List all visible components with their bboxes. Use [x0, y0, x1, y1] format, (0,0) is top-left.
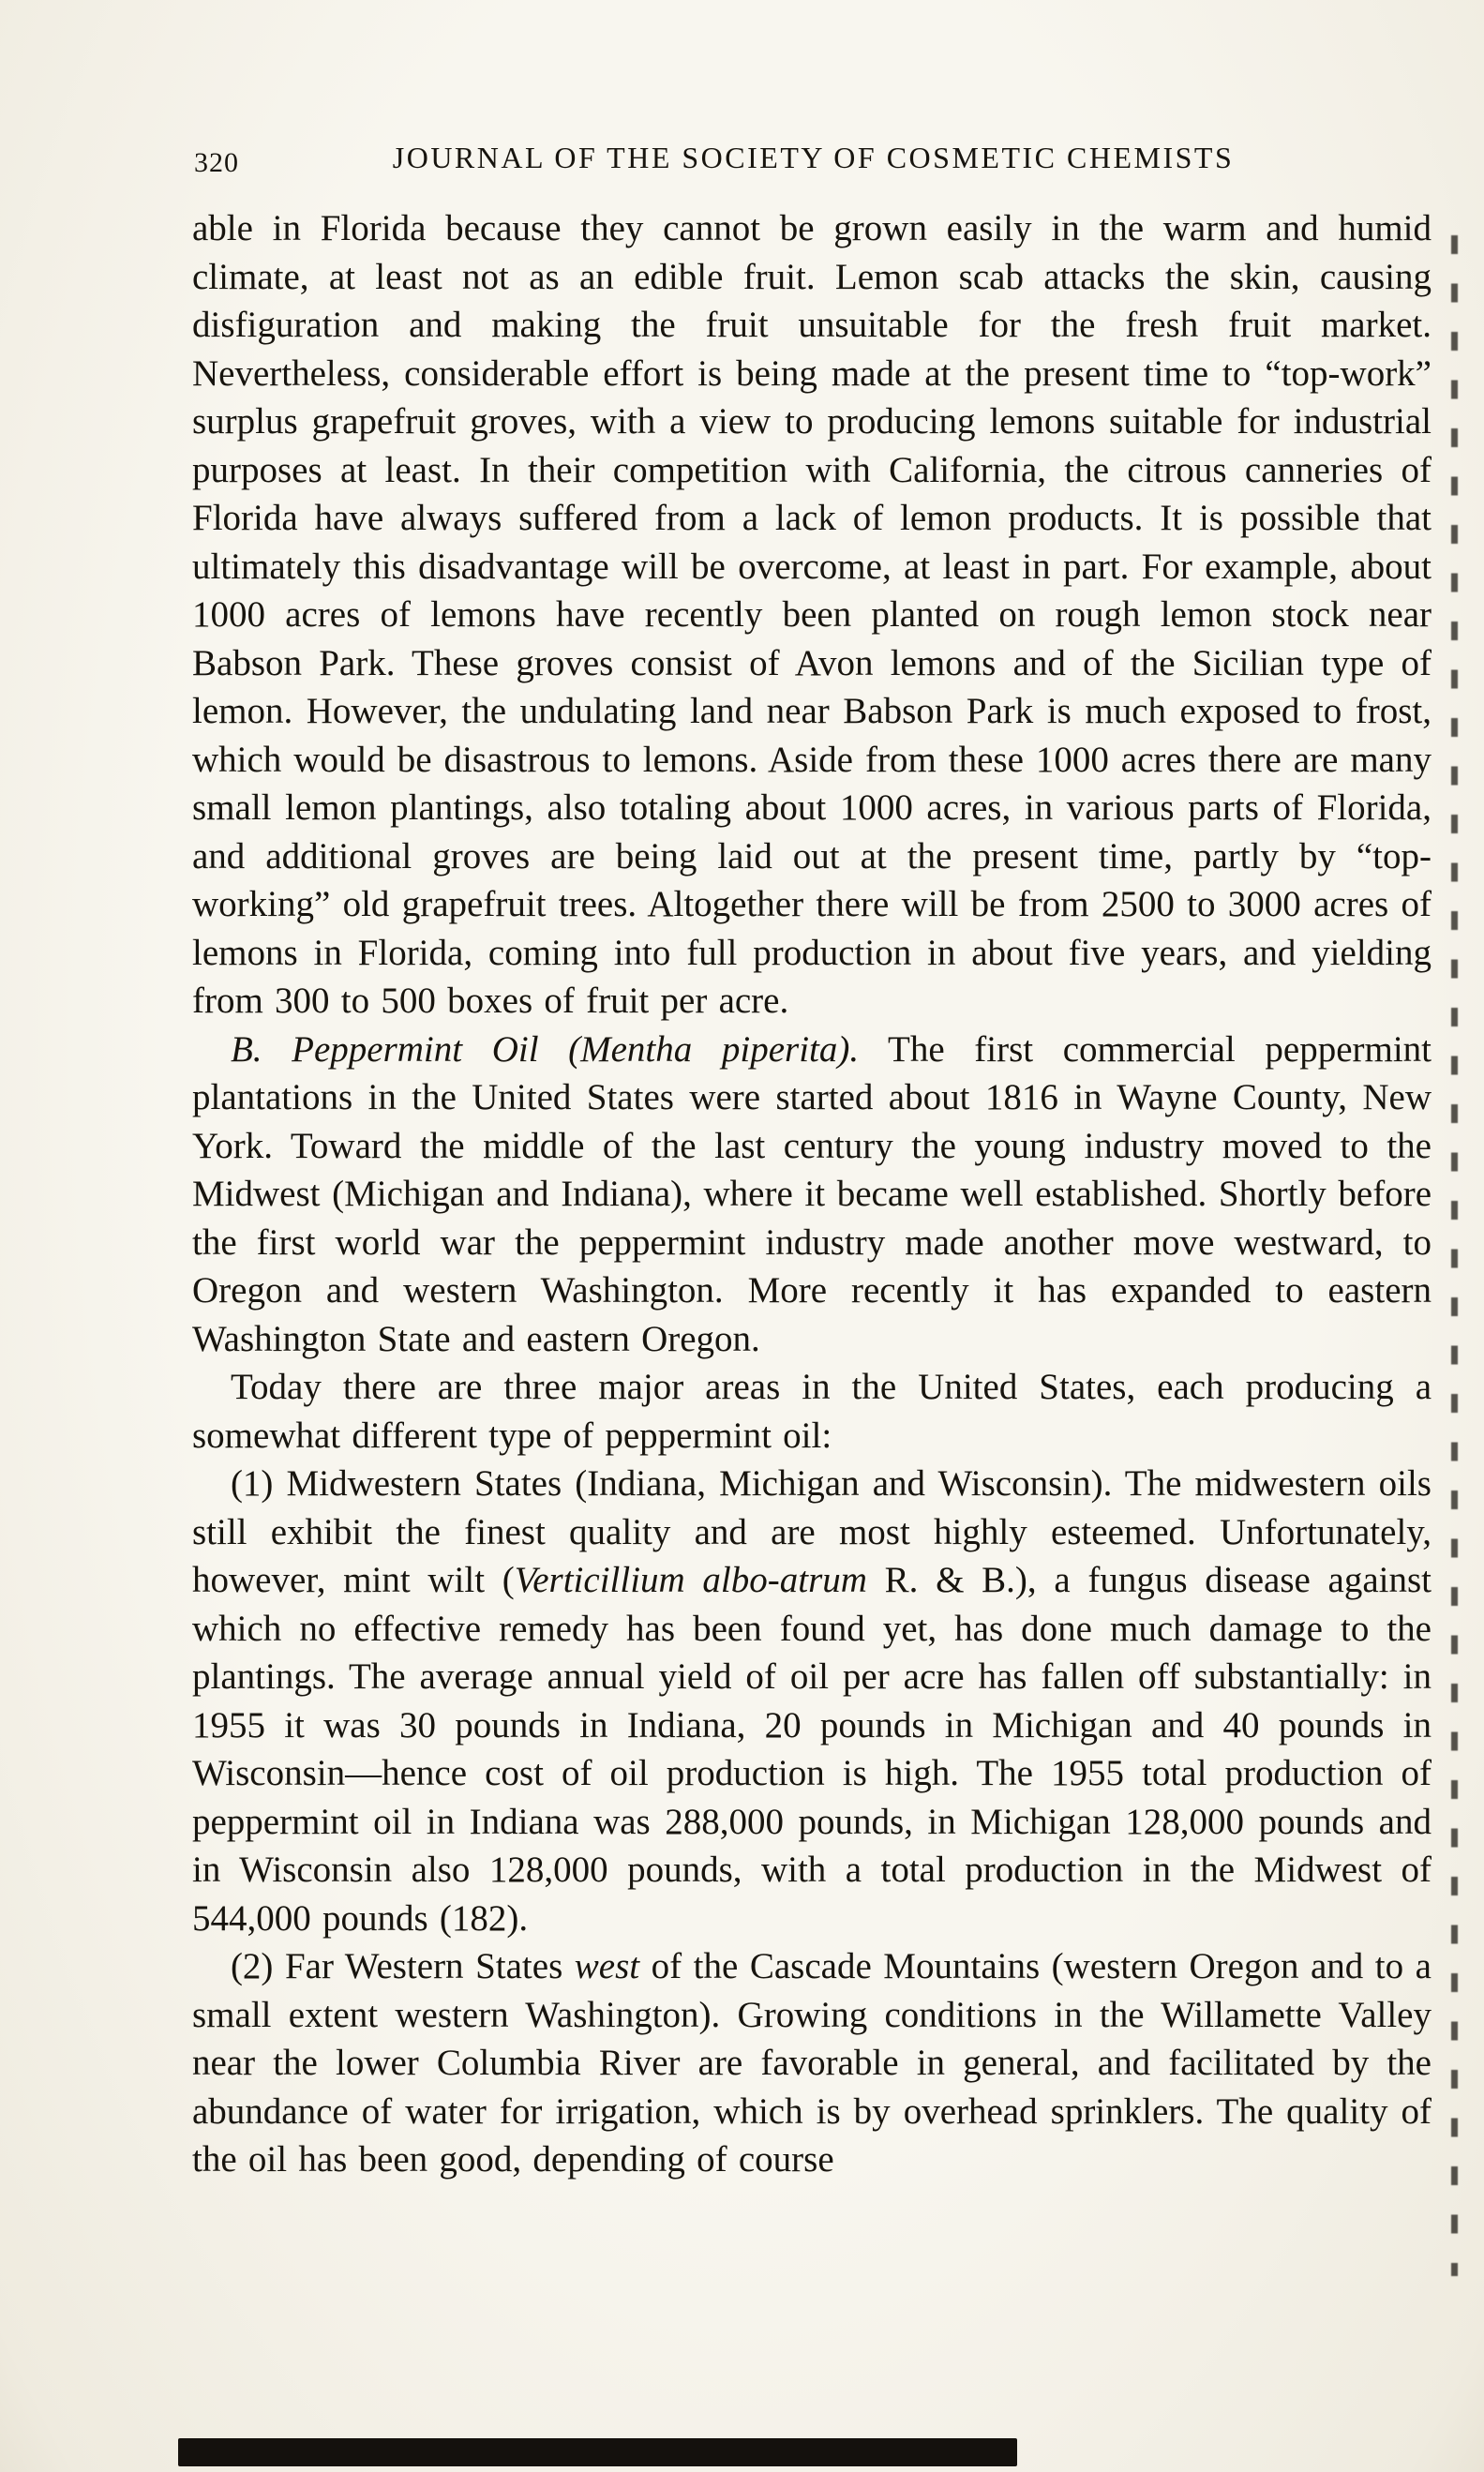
page-number: 320 [194, 147, 239, 178]
paragraph [192, 204, 1432, 1026]
scan-artifact-bottom-bar [178, 2438, 1017, 2466]
text-segment: (2) Far Western States [230, 1946, 575, 1986]
text-segment: R. & B.), a fungus disease against which no effective remedy has been found yet, has done much damage to the plantings. The average annual yield of oil per acre has fallen off substantially: in 1955 it was 30 pounds in Indiana, 20 pounds in Michigan and 40 pounds in Wisconsin—hence cost of oil production is high. The 1955 total production of peppermint oil in Indiana was 288,000 pounds, in Michigan 128,000 pounds and in Wisconsin also 128,000 pounds, with a total production in the Midwest of 544,000 pounds (182). [192, 1560, 1432, 1939]
journal-title: JOURNAL OF THE SOCIETY OF COSMETIC CHEMISTS [392, 141, 1235, 174]
text-segment: The first commercial peppermint plantations in the United States were started about 1816 in Wayne County, New York. Toward the middle of the last century the young industry moved to the Midwest (Michigan and Indiana), where it became well established. Shortly before the first world war the peppermint industry made another move westward, to Oregon and western Washington. More recently it has expanded to eastern Washington State and eastern Oregon. [192, 1028, 1432, 1359]
text-segment: of the Cascade Mountains (western Oregon and to a small extent western Washington). Growing conditions in the Willamette Valley near the lower Columbia River are favorable in general, and facilitated by the abundance of water for irrigation, which is by overhead sprinklers. The quality of the oil has been good, depending of course [192, 1946, 1432, 2180]
italic-text-segment: Verticillium albo-atrum [514, 1560, 867, 1600]
italic-text-segment: west [574, 1946, 640, 1986]
text-segment: Today there are three major areas in the United States, each producing a somewhat different type of peppermint oil: [192, 1367, 1432, 1456]
paragraph [192, 1942, 1432, 2184]
text-segment: able in Florida because they cannot be grown easily in the warm and humid climate, at least not as an edible fruit. Lemon scab attacks the skin, causing disfiguration and making the fruit unsuitable for the fresh fruit market. Nevertheless, considerable effort is being made at the present time to “top-work” surplus grapefruit groves, with a view to producing lemons suitable for industrial purposes at least. In their competition with California, the citrous canneries of Florida have always suffered from a lack of lemon products. It is possible that ultimately this disadvantage will be overcome, at least in part. For example, about 1000 acres of lemons have recently been planted on rough lemon stock near Babson Park. These groves consist of Avon lemons and of the Sicilian type of lemon. However, the undulating land near Babson Park is much exposed to frost, which would be disastrous to lemons. Aside from these 1000 acres there are many small lemon plantings, also totaling about 1000 acres, in various parts of Florida, and additional groves are being laid out at the present time, partly by “top-working” old grapefruit trees. Altogether there will be from 2500 to 3000 acres of lemons in Florida, coming into full production in about five years, and yielding from 300 to 500 boxes of fruit per acre. [192, 208, 1432, 1021]
paragraph [192, 1026, 1432, 1364]
paragraph [192, 1460, 1432, 1942]
scan-artifact-right-edge [1451, 223, 1458, 2276]
italic-text-segment: B. Peppermint Oil (Mentha piperita). [230, 1028, 860, 1070]
page-body [192, 204, 1432, 2184]
text-segment: (1) Midwestern States (Indiana, Michigan and Wisconsin). The midwestern oils still exhibit the finest quality and are most highly esteemed. Unfortunately, however, mint wilt ( [192, 1463, 1432, 1600]
paragraph [192, 1363, 1432, 1460]
page-header [192, 141, 1434, 187]
